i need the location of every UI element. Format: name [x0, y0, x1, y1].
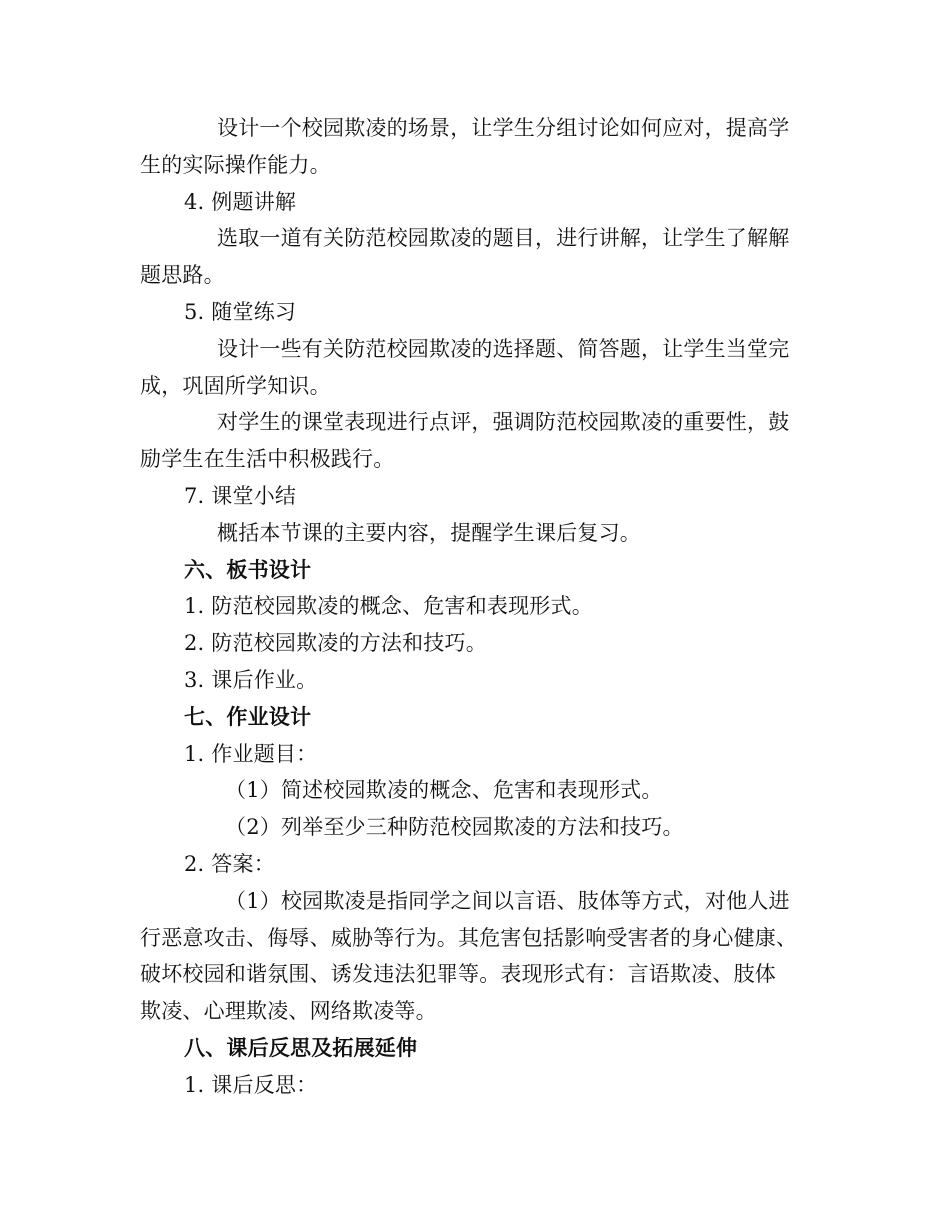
- text-line: 1. 课后反思：: [184, 1072, 318, 1097]
- text-line: 设计一些有关防范校园欺凌的选择题、简答题，让学生当堂完: [217, 336, 790, 361]
- text-line: 对学生的课堂表现进行点评，强调防范校园欺凌的重要性，鼓: [217, 410, 790, 435]
- section-heading: 七、作业设计: [184, 703, 312, 729]
- text-line: 行恶意攻击、侮辱、威胁等行为。其危害包括影响受害者的身心健康、: [140, 925, 798, 950]
- text-line: 2. 答案：: [184, 851, 275, 876]
- text-line: 7. 课堂小结: [184, 483, 297, 508]
- text-line: （1）简述校园欺凌的概念、危害和表现形式。: [225, 778, 663, 803]
- text-line: 破坏校园和谐氛围、诱发违法犯罪等。表现形式有：言语欺凌、肢体: [140, 962, 776, 987]
- text-line: 3. 课后作业。: [184, 667, 318, 692]
- text-line: 选取一道有关防范校园欺凌的题目，进行讲解，让学生了解解: [217, 226, 790, 251]
- text-line: （2）列举至少三种防范校园欺凌的方法和技巧。: [225, 815, 684, 840]
- text-line: 欺凌、心理欺凌、网络欺凌等。: [140, 999, 437, 1024]
- section-heading: 八、课后反思及拓展延伸: [184, 1034, 418, 1060]
- text-line: 1. 防范校园欺凌的概念、危害和表现形式。: [184, 594, 593, 619]
- text-line: 励学生在生活中积极践行。: [140, 447, 395, 472]
- text-line: 2. 防范校园欺凌的方法和技巧。: [184, 631, 487, 656]
- text-line: 设计一个校园欺凌的场景，让学生分组讨论如何应对，提高学: [217, 116, 790, 140]
- text-line: 成，巩固所学知识。: [140, 373, 331, 398]
- text-line: 1. 作业题目：: [184, 741, 318, 766]
- text-line: 题思路。: [140, 263, 225, 288]
- text-line: 4. 例题讲解: [184, 189, 297, 214]
- text-line: （1）校园欺凌是指同学之间以言语、肢体等方式，对他人进: [225, 888, 790, 913]
- text-line: 5. 随堂练习: [184, 299, 297, 324]
- text-line: 概括本节课的主要内容，提醒学生课后复习。: [217, 520, 641, 545]
- section-heading: 六、板书设计: [184, 556, 312, 582]
- text-line: 生的实际操作能力。: [140, 152, 331, 177]
